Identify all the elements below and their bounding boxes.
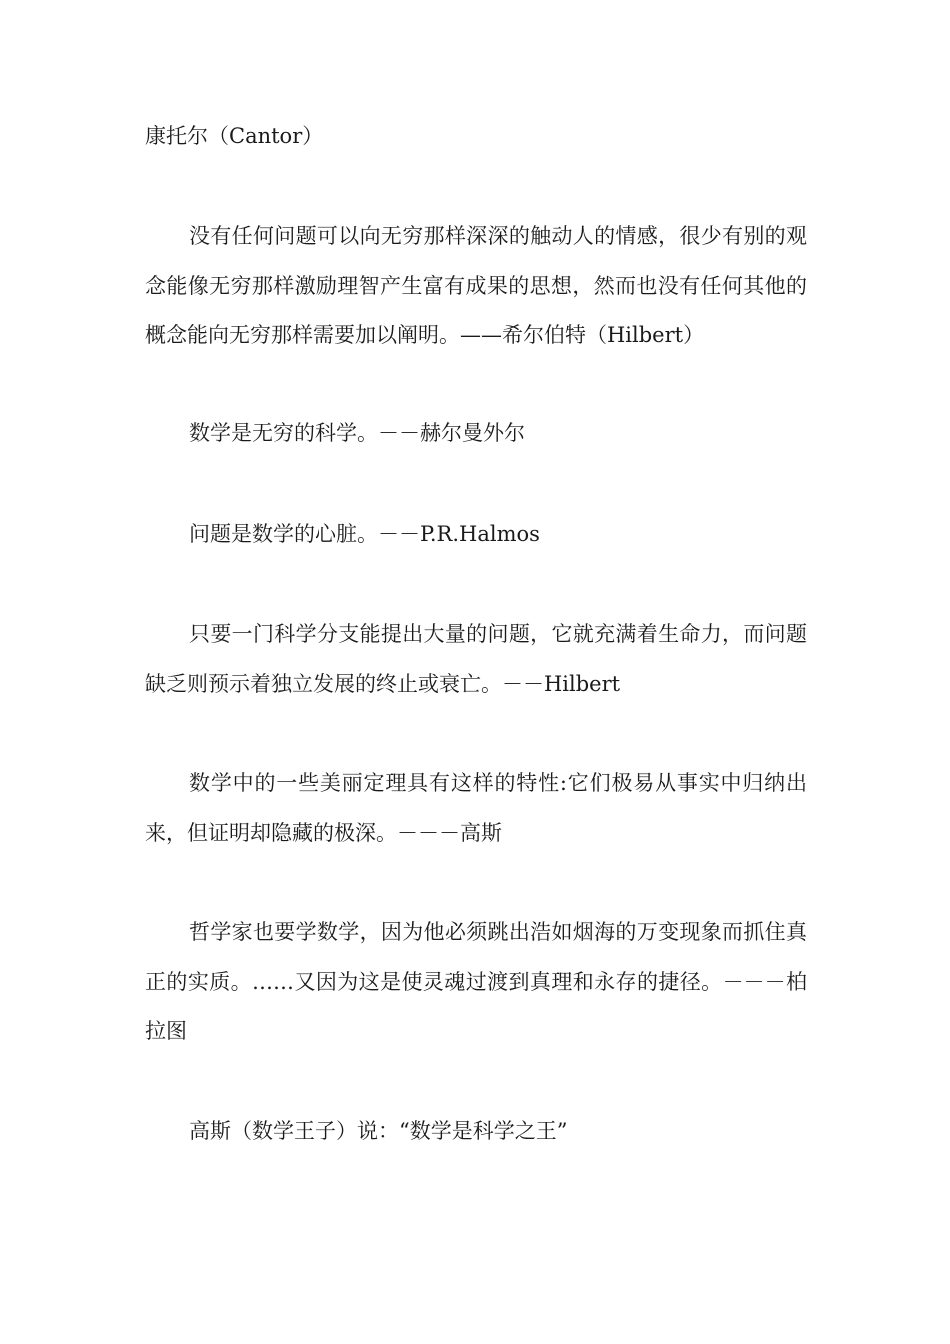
attribution-line: 康托尔（Cantor） bbox=[145, 124, 324, 148]
quote-paragraph: 没有任何问题可以向无穷那样深深的触动人的情感，很少有别的观念能像无穷那样激励理智产生富有成果的思想，然而也没有任何其他的概念能向无穷那样需要加以阐明。——希尔伯特（Hilbert） bbox=[145, 224, 807, 347]
quote-paragraph: 问题是数学的心脏。－－P.R.Halmos bbox=[189, 522, 540, 546]
quote-paragraph: 数学是无穷的科学。－－赫尔曼外尔 bbox=[189, 421, 525, 445]
quote-paragraph: 高斯（数学王子）说：“数学是科学之王” bbox=[189, 1119, 568, 1143]
quote-paragraph: 数学中的一些美丽定理具有这样的特性:它们极易从事实中归纳出来，但证明却隐藏的极深。－－－高斯 bbox=[145, 771, 807, 845]
quote-paragraph: 只要一门科学分支能提出大量的问题，它就充满着生命力，而问题缺乏则预示着独立发展的终止或衰亡。－－Hilbert bbox=[145, 622, 807, 696]
quote-paragraph: 哲学家也要学数学，因为他必须跳出浩如烟海的万变现象而抓住真正的实质。……又因为这是使灵魂过渡到真理和永存的捷径。－－－柏拉图 bbox=[145, 920, 807, 1043]
